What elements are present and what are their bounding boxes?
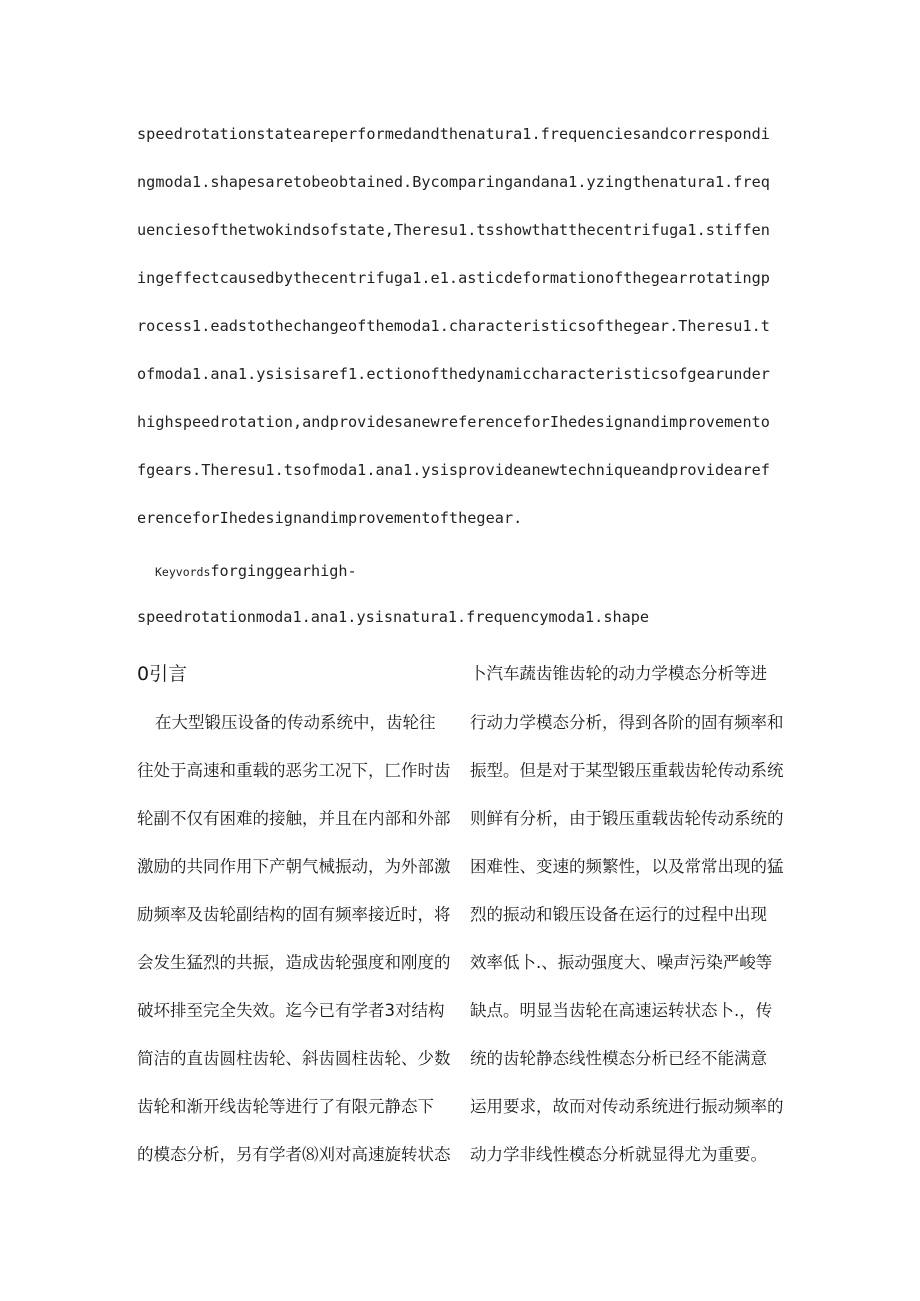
body-line: 在大型锻压设备的传动系统中，齿轮往 xyxy=(155,713,436,732)
abstract-line: fgears.Theresu1.tsofmoda1.ana1.ysisprovideanewtechniqueandprovidearef xyxy=(137,461,770,479)
body-line: 动力学非线性模态分析就显得尤为重要。 xyxy=(470,1145,767,1164)
body-line: 激励的共同作用下产朝气械振动，为外部激 xyxy=(137,857,451,876)
body-line: 会发生猛烈的共振，造成齿轮强度和刚度的 xyxy=(137,953,451,972)
abstract-line: uenciesofthetwokindsofstate,Theresu1.tsshowthatthecentrifuga1.stiffen xyxy=(137,221,770,239)
abstract-line: highspeedrotation,andprovidesanewreferenceforIhedesignandimprovemento xyxy=(137,413,770,431)
keywords-continuation: speedrotationmoda1.ana1.ysisnatura1.frequencymoda1.shape xyxy=(137,608,650,626)
keywords-label: Keyvords xyxy=(155,565,211,579)
abstract-line: ingeffectcausedbythecentrifuga1.e1.asticdeformationofthegearrotatingp xyxy=(137,269,770,287)
body-line: 简洁的直齿圆柱齿轮、斜齿圆柱齿轮、少数 xyxy=(137,1049,451,1068)
body-line: 效率低卜.、振动强度大、噪声污染严峻等 xyxy=(470,953,773,972)
body-line: 齿轮和渐开线齿轮等进行了有限元静态下 xyxy=(137,1097,434,1116)
body-line: 困难性、变速的频繁性，以及常常出现的猛 xyxy=(470,857,784,876)
body-line: 则鲜有分析，由于锻压重载齿轮传动系统的 xyxy=(470,809,784,828)
abstract-line: rocess1.eadstothechangeofthemoda1.characteristicsofthegear.Theresu1.t xyxy=(137,317,770,335)
body-line: 烈的振动和锻压设备在运行的过程中出现 xyxy=(470,905,767,924)
abstract-line: ngmoda1.shapesaretobeobtained.Bycomparingandana1.yzingthenatura1.freq xyxy=(137,173,770,191)
body-line: 往处于高速和重载的恶劣工况下，匚作时齿 xyxy=(137,761,451,780)
body-line: 卜汽车蔬齿锥齿轮的动力学模态分析等进 xyxy=(470,664,767,683)
body-line: 行动力学模态分析，得到各阶的固有频率和 xyxy=(470,713,784,732)
keywords-line xyxy=(155,555,357,588)
abstract-line: speedrotationstateareperformedandthenatura1.frequenciesandcorrespondi xyxy=(137,125,770,143)
abstract-line: ofmoda1.ana1.ysisisaref1.ectionofthedynamiccharacteristicsofgearunder xyxy=(137,365,770,383)
body-line: 励频率及齿轮副结构的固有频率接近时，将 xyxy=(137,905,451,924)
body-line: 振型。但是对于某型锻压重载齿轮传动系统 xyxy=(470,761,784,780)
body-line: 运用要求，故而对传动系统进行振动频率的 xyxy=(470,1097,784,1116)
keywords-text: forginggearhigh- xyxy=(210,562,357,580)
body-line: 的模态分析，另有学者⑻刈对高速旋转状态 xyxy=(137,1145,451,1164)
body-line: 统的齿轮静态线性模态分析已经不能满意 xyxy=(470,1049,767,1068)
body-line: 缺点。明显当齿轮在高速运转状态卜.，传 xyxy=(470,1001,773,1020)
section-heading: 0引言 xyxy=(137,663,188,685)
body-line: 轮副不仅有困难的接触，并且在内部和外部 xyxy=(137,809,451,828)
abstract-line: erenceforIhedesignandimprovementofthegear. xyxy=(137,509,523,527)
english-abstract xyxy=(137,118,787,550)
body-line: 破坏排至完全失效。迄今已有学者3对结构 xyxy=(137,1001,445,1020)
